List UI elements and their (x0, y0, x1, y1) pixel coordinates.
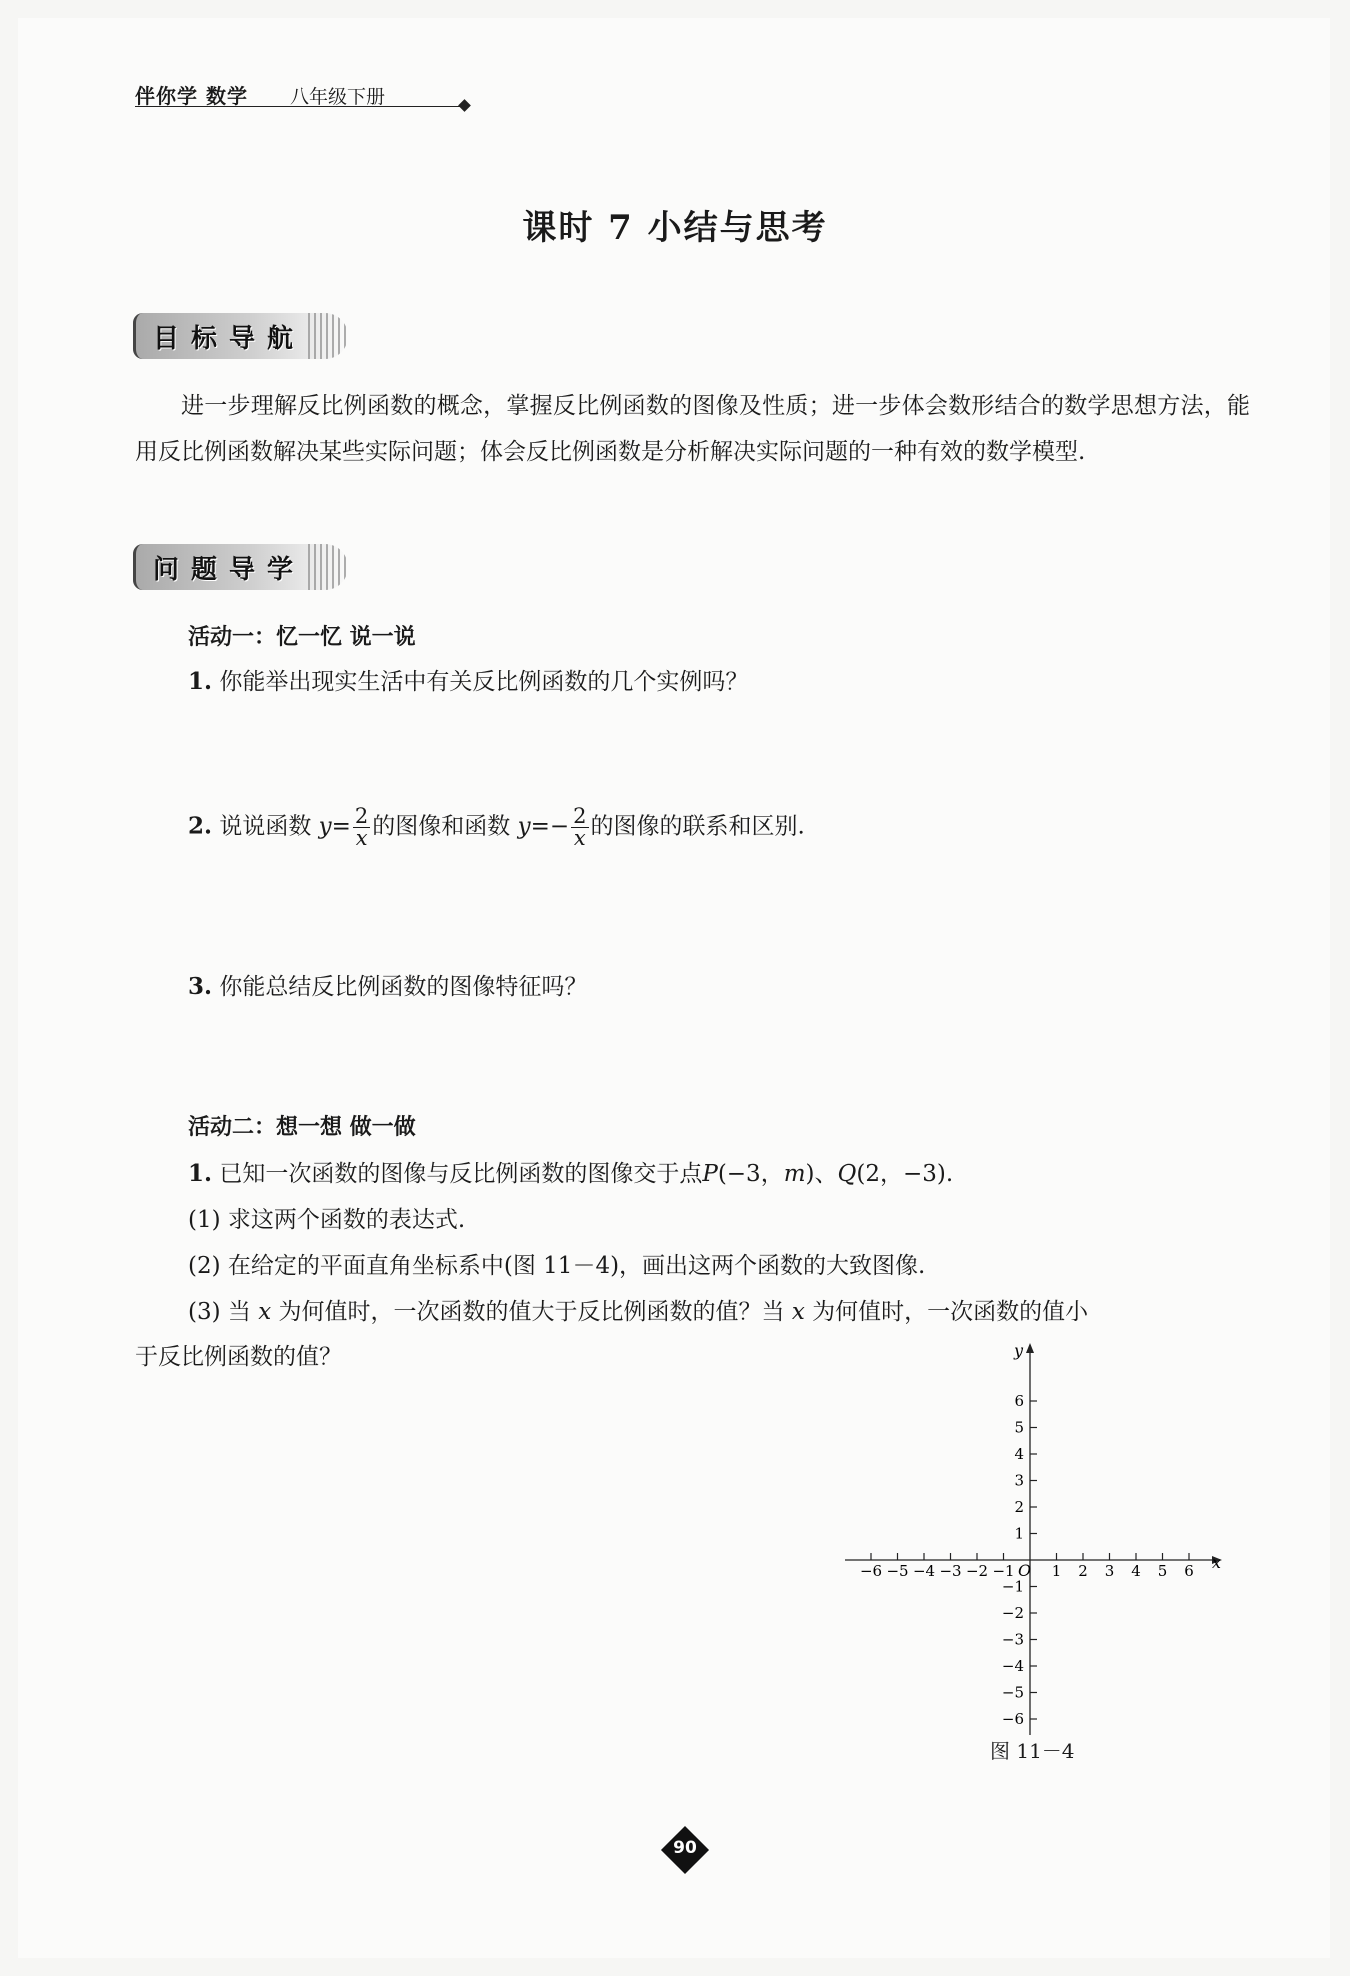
x-tick-label: −4 (912, 1562, 936, 1580)
question-text: 的图像和函数 (372, 813, 511, 840)
origin-label: O (1018, 1561, 1032, 1580)
problem-text: )、 (805, 1161, 838, 1187)
header-rule (135, 106, 465, 107)
y-axis-label: y (1014, 1341, 1024, 1360)
fraction-numerator: 2 (573, 804, 587, 828)
problem-number: 1. (188, 1160, 213, 1187)
fraction-denominator: x (571, 827, 588, 849)
activity-two-title: 活动二：想一想 做一做 (188, 1115, 416, 1140)
variable-m: m (783, 1161, 806, 1187)
x-tick-label: −6 (859, 1562, 883, 1580)
figure-caption: 图 11－4 (990, 1739, 1075, 1763)
sub-question-text: (3) 当 (188, 1299, 251, 1325)
sub-question-2: (2) 在给定的平面直角坐标系中(图 11－4)，画出这两个函数的大致图像. (188, 1253, 926, 1279)
y-tick-label: 6 (1014, 1392, 1024, 1410)
activity-one-title: 活动一：忆一忆 说一说 (188, 625, 416, 650)
y-tick-label: −6 (1001, 1710, 1024, 1728)
banner-bracket (133, 544, 150, 590)
page-number: 90 (673, 1838, 697, 1858)
coordinate-plane-figure (840, 1340, 1240, 1740)
y-tick-label: 1 (1014, 1524, 1024, 1543)
variable-y: y (517, 813, 531, 840)
y-tick-label: 4 (1014, 1445, 1024, 1463)
problem-text: (2，−3). (856, 1161, 954, 1187)
y-tick-label: −2 (1001, 1604, 1024, 1622)
x-tick-label: 6 (1184, 1562, 1194, 1580)
sub-question-text: 为何值时，一次函数的值大于反比例函数的值？当 (278, 1299, 785, 1325)
book-series-title: 伴你学 数学 (135, 84, 248, 108)
x-tick-label: 1 (1051, 1562, 1062, 1580)
sub-question-text: 为何值时，一次函数的值小 (812, 1299, 1089, 1325)
y-tick-label: −1 (1001, 1577, 1024, 1596)
question-number: 2. (188, 812, 213, 840)
x-tick-label: 2 (1078, 1562, 1088, 1580)
point-label-q: Q (837, 1161, 857, 1187)
fraction-numerator: 2 (354, 804, 369, 828)
y-tick-label: −3 (1001, 1630, 1024, 1649)
banner-bracket (133, 313, 150, 359)
y-tick-label: 5 (1014, 1418, 1024, 1437)
question-text: 你能举出现实生活中有关反比例函数的几个实例吗？ (219, 669, 749, 695)
question-1 (188, 665, 748, 699)
y-tick-label: −4 (1001, 1657, 1024, 1675)
variable-y: y (318, 813, 332, 840)
x-tick-label: −2 (965, 1562, 989, 1580)
equals-sign: = (331, 813, 351, 840)
question-number: 3. (188, 973, 213, 1000)
book-grade-label: 八年级下册 (290, 86, 386, 108)
point-label-p: P (702, 1161, 718, 1187)
variable-x: x (791, 1299, 805, 1325)
sub-question-3-continued: 于反比例函数的值？ (135, 1344, 342, 1370)
y-tick-label: 3 (1014, 1471, 1024, 1490)
question-text: 的图像的联系和区别. (590, 813, 805, 840)
sub-question-3 (188, 1295, 1088, 1329)
question-3 (188, 970, 587, 1004)
fraction (353, 806, 370, 849)
axes (845, 1341, 1222, 1735)
y-tick-label: −5 (1001, 1683, 1024, 1702)
section-banner-goals (133, 313, 348, 359)
x-tick-label: 4 (1131, 1562, 1141, 1580)
problem-1 (188, 1157, 953, 1191)
question-text: 说说函数 (219, 813, 312, 840)
x-tick-label: −3 (939, 1562, 962, 1580)
y-tick-label: 2 (1014, 1498, 1024, 1516)
equals-minus-sign: =− (530, 813, 570, 840)
x-tick-label: 5 (1157, 1562, 1168, 1580)
x-tick-label: 3 (1104, 1562, 1115, 1580)
question-2 (188, 806, 805, 849)
section-banner-questions (133, 544, 348, 590)
goals-paragraph: 进一步理解反比例函数的概念，掌握反比例函数的图像及性质；进一步体会数形结合的数学思想方法，能用反比例函数解决某些实际问题；体会反比例函数是分析解决实际问题的一种有效的数学模型. (135, 393, 1250, 465)
sub-question-1: (1) 求这两个函数的表达式. (188, 1207, 466, 1233)
banner-label: 问题导学 (153, 554, 306, 585)
question-number: 1. (188, 668, 213, 695)
x-tick-label: −5 (886, 1562, 909, 1580)
lesson-title: 课时 7 小结与思考 (522, 208, 828, 248)
y-axis-arrow-icon (1026, 1343, 1034, 1353)
question-text: 你能总结反比例函数的图像特征吗？ (219, 974, 588, 1000)
x-axis-label: x (1212, 1553, 1222, 1572)
fraction-denominator: x (353, 827, 370, 849)
x-tick-label: −1 (992, 1562, 1015, 1580)
banner-label: 目标导航 (153, 323, 306, 354)
variable-x: x (258, 1299, 272, 1325)
problem-text: 已知一次函数的图像与反比例函数的图像交于点 (219, 1161, 703, 1187)
problem-text: (−3， (717, 1161, 784, 1187)
fraction (571, 806, 588, 849)
